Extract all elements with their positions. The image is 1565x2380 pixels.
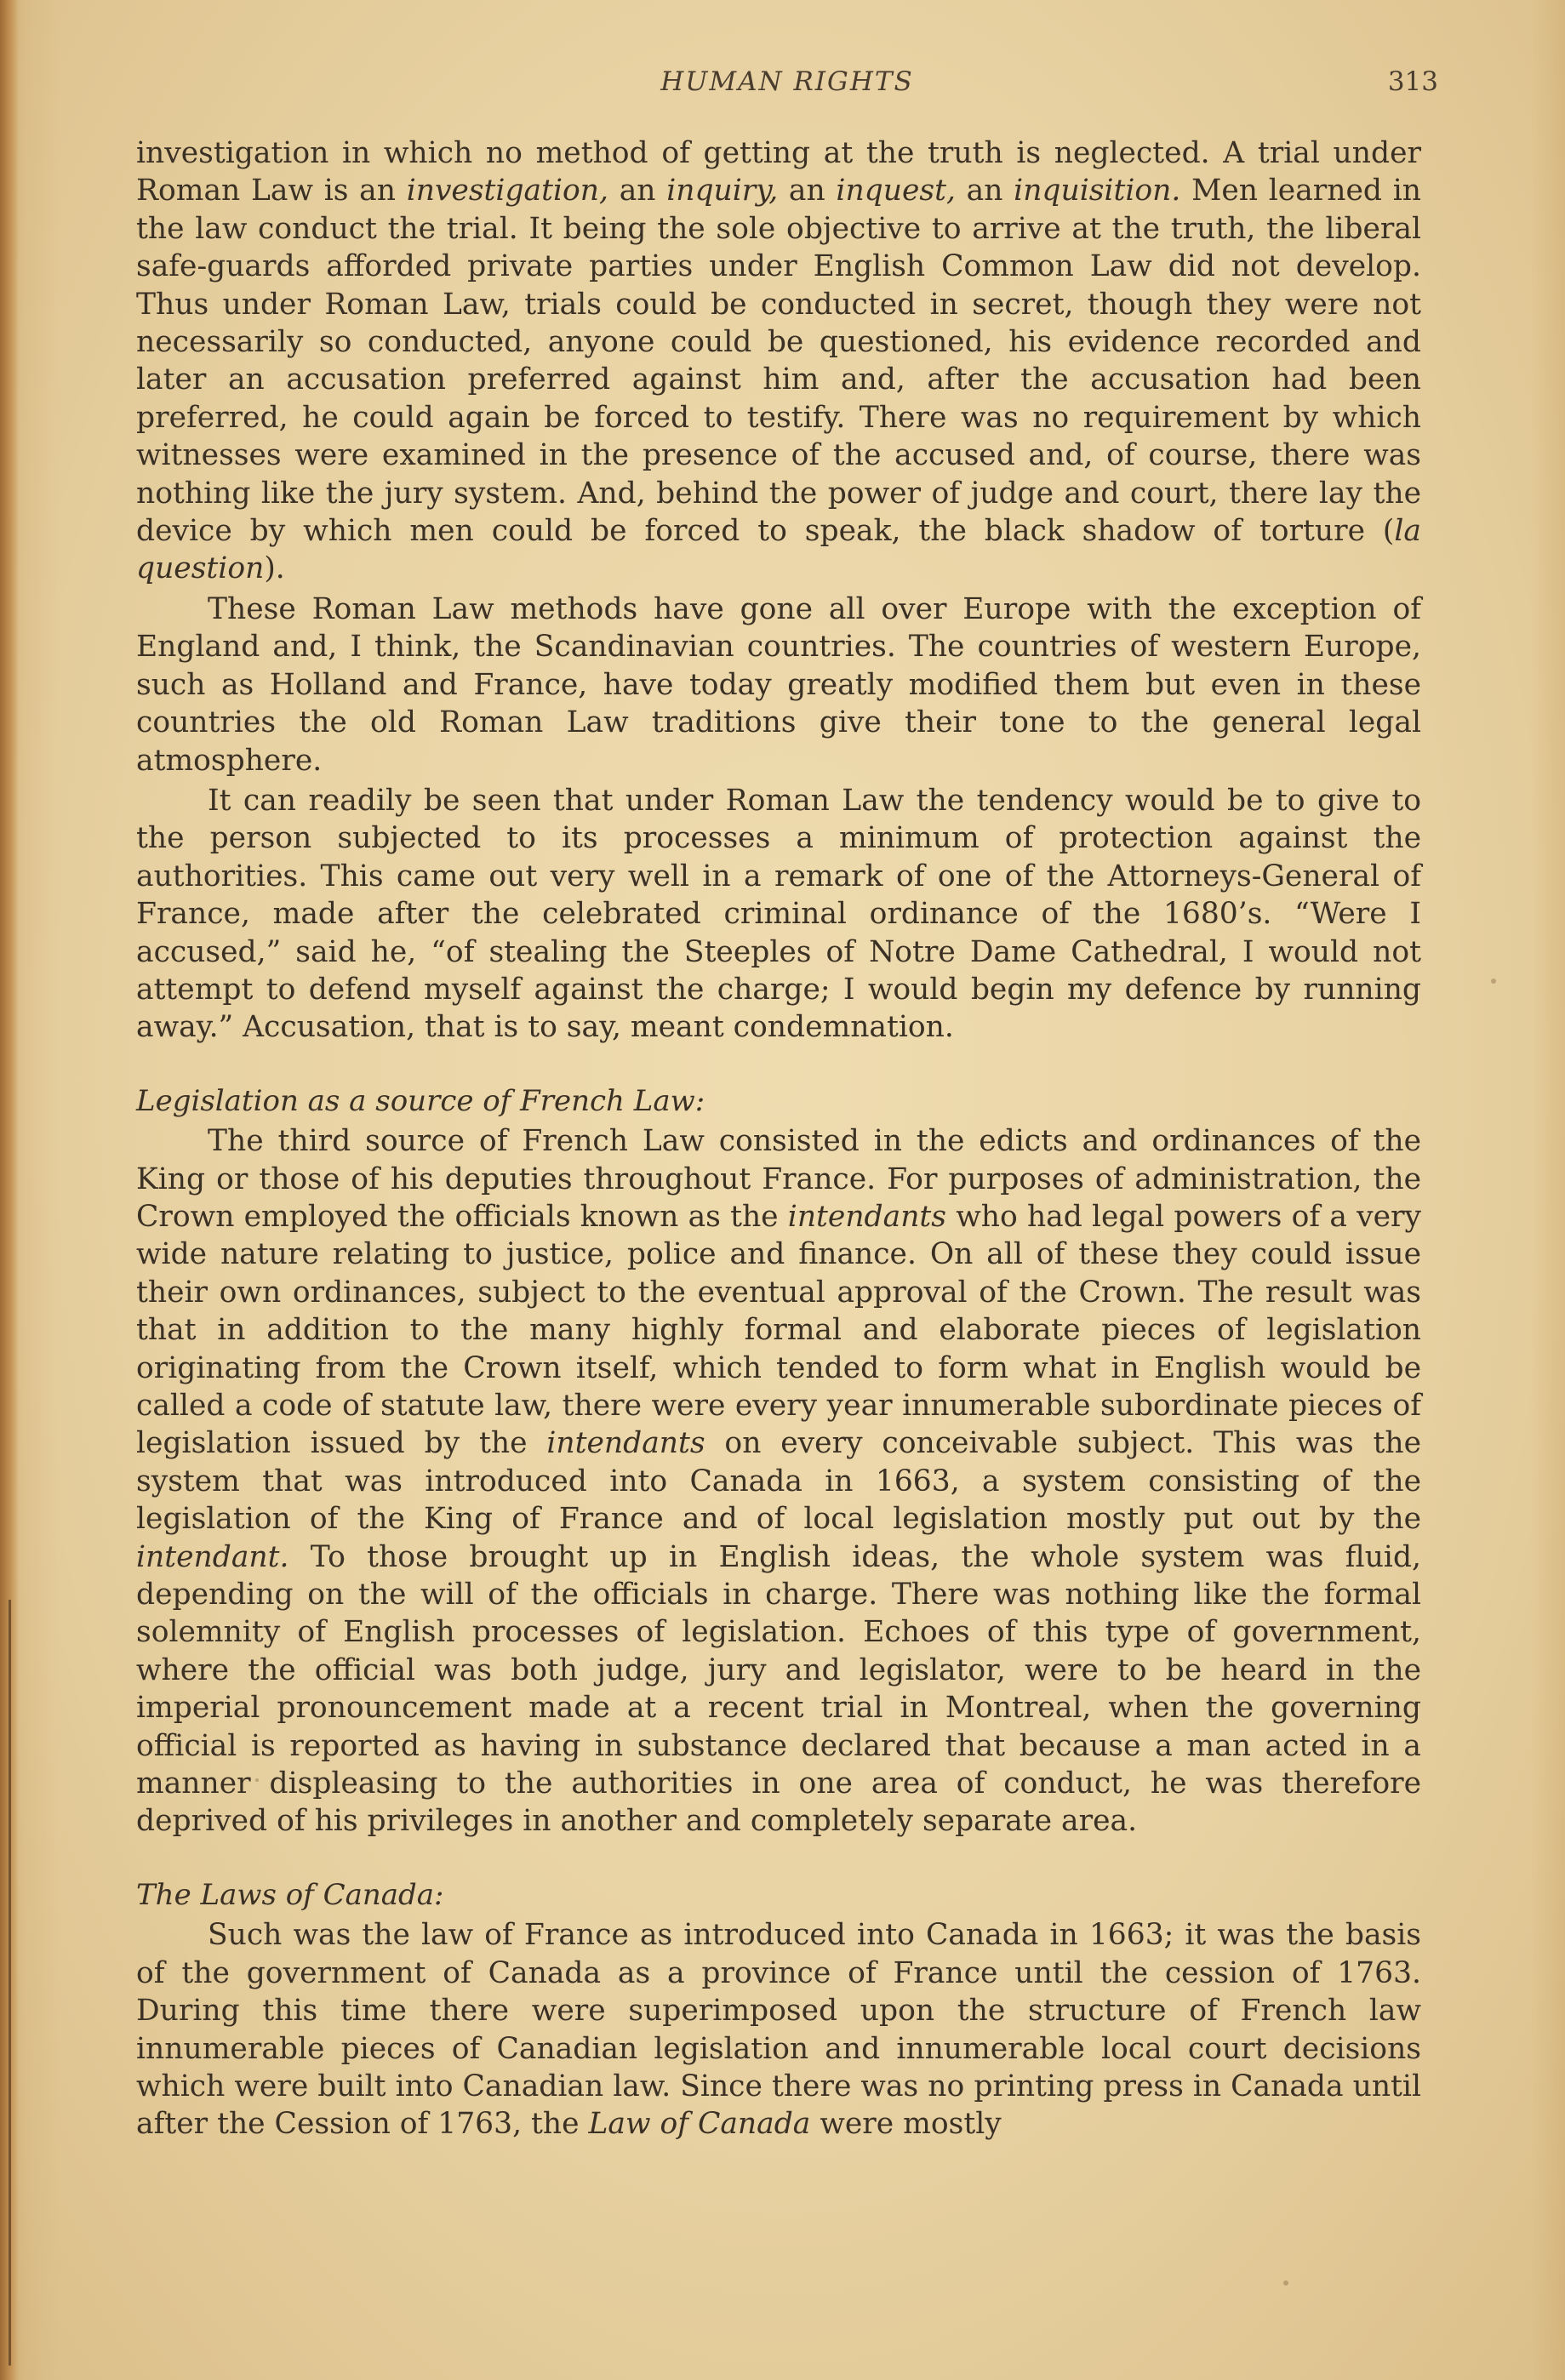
text-run: an — [778, 174, 837, 208]
page-number: 313 — [1387, 66, 1438, 97]
section-heading-laws-of-canada: The Laws of Canada: — [136, 1877, 444, 1912]
page-header — [136, 61, 1438, 104]
text-run: investigation in which no method of getting at the truth is neglected. A trial under Roman Law is an — [136, 136, 1421, 208]
paper-speck — [1283, 2280, 1288, 2286]
section-heading-legislation: Legislation as a source of French Law: — [136, 1083, 705, 1118]
text-run: who had legal powers of a very wide nature relating to justice, police and finance. On all of these they could issue their own ordinances, subject to the eventual approval of the Crown. The result was that in addition to the many highly formal and elaborate pieces of legislation originating from the Crown itself, which tended to form what in English would be called a code of statute law, there were every year innumerable subordinate pieces of legislation issued by the — [136, 1199, 1421, 1461]
text-run: Men learned in the law conduct the trial. It being the sole objective to arrive at the truth, the liberal safe-guards afforded private parties under English Common Law did not develop. Thus under Roman Law, trials could be conducted in secret, though they were not necessarily so conducted, anyone could be questioned, his evidence recorded and later an accusation preferred against him and, after the accusation had been preferred, he could again be forced to testify. There was no requirement by which witnesses were examined in the presence of the accused and, of course, there was nothing like the jury system. And, behind the power of judge and court, there lay the device by which men could be forced to speak, the black shadow of torture ( — [136, 174, 1421, 549]
text-run: The third source of French Law consisted in the edicts and ordinances of the King or those of his deputies throughout France. For purposes of administration, the Crown employed the officials known as the — [136, 1124, 1421, 1234]
text-run: To those brought up in English ideas, the whole system was fluid, depending on the will of the officials in charge. There was nothing like the formal solemnity of English processes of legislation. Echoes of this type of government, where the official was both judge, jury and legislator, were to be heard in the imperial pronouncement made at a recent trial in Montreal, when the governing official is reported as having in substance declared that because a man acted in a manner displeasing to the authorities in one area of conduct, he was therefore deprived of his privileges in another and completely separate area. — [136, 1539, 1421, 1839]
italic-term: inquisition. — [1014, 174, 1181, 208]
italic-term: intendant. — [136, 1539, 289, 1574]
italic-term: la question — [136, 514, 1421, 586]
binding-edge-line — [9, 1600, 11, 2366]
italic-term: inquiry, — [666, 174, 779, 208]
italic-term: intendants — [546, 1426, 705, 1461]
paragraph-4 — [136, 1122, 1421, 1841]
text-run: ). — [264, 551, 285, 586]
italic-term: inquest, — [836, 174, 956, 208]
italic-term: Law of Canada — [588, 2107, 811, 2142]
paragraph-5 — [136, 1916, 1421, 2143]
paragraph-1 — [136, 134, 1421, 588]
italic-term: investigation, — [406, 174, 608, 208]
paragraph-2: These Roman Law methods have gone all over Europe with the exception of England and, I think, the Scandinavian countries. The countries of western Europe, such as Holland and France, have today greatly modified them but even in these countries the old Roman Law traditions give their tone to the general legal atmosphere. — [136, 591, 1421, 778]
body-text — [136, 134, 1421, 2143]
running-title: HUMAN RIGHTS — [660, 66, 914, 97]
text-run: Such was the law of France as introduced into Canada in 1663; it was the basis of the government of Canada as a province of France until the cession of 1763. During this time there were superimposed upon the structure of French law innumerable pieces of Canadian legislation and innumerable local court decisions which were built into Canadian law. Since there was no printing press in Canada until after the Cession of 1763, the — [136, 1918, 1421, 2142]
italic-term: intendants — [787, 1199, 946, 1234]
text-run: an — [608, 174, 667, 208]
paragraph-3: It can readily be seen that under Roman Law the tendency would be to give to the person subjected to its processes a minimum of protection against the authorities. This came out very well in a remark of one of the Attorneys-General of France, made after the celebrated criminal ordinance of the 1680’s. “Were I accused,” said he, “of stealing the Steeples of Notre Dame Cathedral, I would not attempt to defend myself against the charge; I would begin my defence by running away.” Accusation, that is to say, meant condemnation. — [136, 783, 1421, 1045]
text-run: on every conceivable subject. This was the system that was introduced into Canada in 1663, a system consisting of the legislation of the King of France and of local legislation mostly put out by the — [136, 1426, 1421, 1537]
paper-speck — [255, 1778, 259, 1782]
paper-speck — [1491, 979, 1496, 984]
text-run: an — [955, 174, 1014, 208]
text-run: were mostly — [810, 2107, 1002, 2142]
